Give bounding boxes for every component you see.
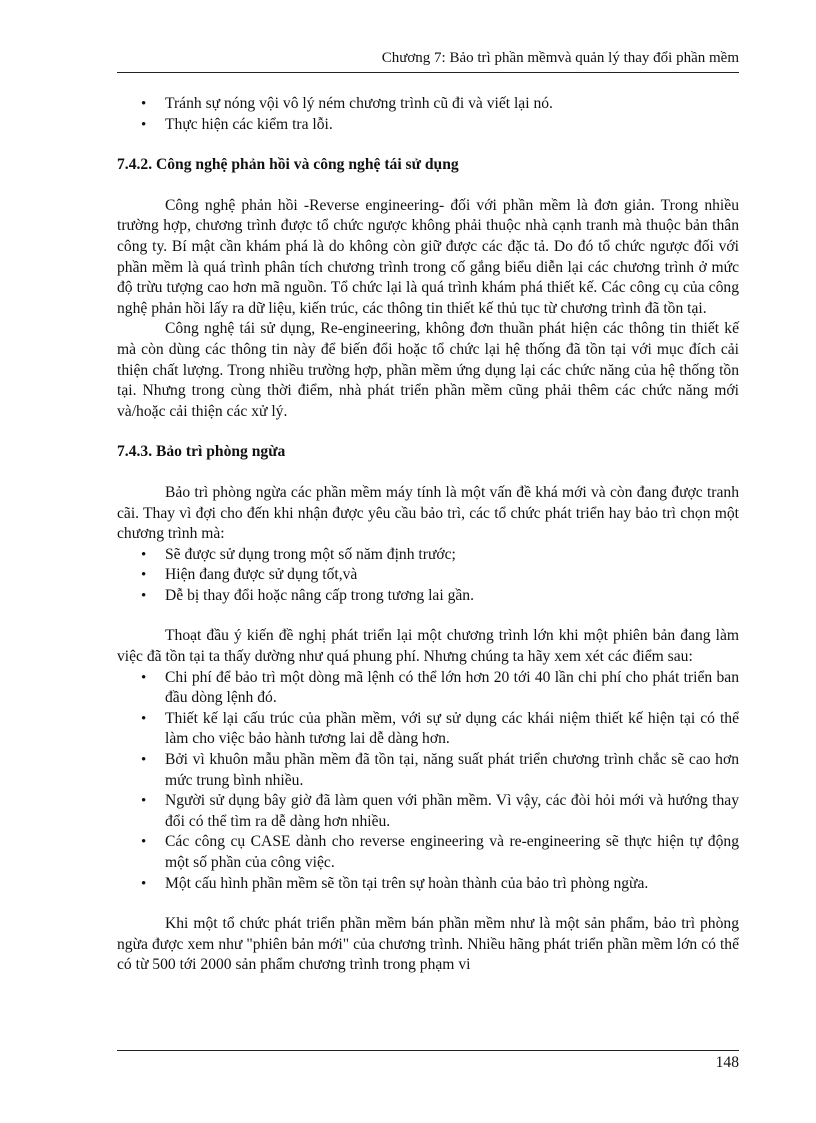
list-item: • Sẽ được sử dụng trong một số năm định trước; [165, 545, 739, 566]
header-divider [117, 72, 739, 73]
list-item: • Bởi vì khuôn mẫu phần mềm đã tồn tại, năng suất phát triển chương trình chắc sẽ cao hơn mức trung bình nhiều. [165, 750, 739, 791]
list-item: • Tránh sự nóng vội vô lý ném chương trình cũ đi và viết lại nó. [165, 94, 739, 115]
points-bullet-list [117, 668, 739, 895]
criteria-bullet-list [117, 545, 739, 607]
section-heading: 7.4.2. Công nghệ phản hồi và công nghệ tái sử dụng [117, 156, 459, 174]
page-number: 148 [715, 1054, 739, 1071]
list-item: • Thực hiện các kiểm tra lỗi. [165, 115, 739, 136]
section-7-4-2 [117, 155, 739, 422]
intro-bullet-list [117, 94, 739, 135]
paragraph: Khi một tổ chức phát triển phần mềm bán phần mềm như là một sản phẩm, bảo trì phòng ngừa được xem như "phiên bản mới" của chương trình. Nhiều hãng phát triển phần mềm lớn có thể có từ 500 tới 2000 sản phẩm chương trình trong phạm vi [117, 915, 739, 974]
page-body [117, 94, 739, 976]
list-item: • Chi phí để bảo trì một dòng mã lệnh có thể lớn hơn 20 tới 40 lần chi phí cho phát triển ban đầu dòng lệnh đó. [165, 668, 739, 709]
section-7-4-3 [117, 442, 739, 976]
list-item: • Các công cụ CASE dành cho reverse engineering và re-engineering sẽ thực hiện tự động một số phần của công việc. [165, 832, 739, 873]
list-item: • Dễ bị thay đổi hoặc nâng cấp trong tương lai gần. [165, 586, 739, 607]
list-item: • Hiện đang được sử dụng tốt,và [165, 565, 739, 586]
section-heading: 7.4.3. Bảo trì phòng ngừa [117, 443, 286, 461]
list-item: • Người sử dụng bây giờ đã làm quen với phần mềm. Vì vậy, các đòi hỏi mới và hướng thay đổi có thể tìm ra dễ dàng hơn nhiều. [165, 791, 739, 832]
running-header: Chương 7: Bảo trì phần mềmvà quản lý thay đổi phần mềm [381, 50, 739, 66]
list-item: • Thiết kế lại cấu trúc của phần mềm, với sự sử dụng các khái niệm thiết kế hiện tại có thể làm cho việc bảo hành tương lai dễ dàng hơn. [165, 709, 739, 750]
paragraph: Thoạt đầu ý kiến đề nghị phát triển lại một chương trình lớn khi một phiên bản đang làm việc đã tồn tại ta thấy dường như quá phung phí. Nhưng chúng ta hãy xem xét các điểm sau: [117, 627, 739, 666]
footer-divider [117, 1050, 739, 1051]
list-item: • Một cấu hình phần mềm sẽ tồn tại trên sự hoàn thành của bảo trì phòng ngừa. [165, 874, 739, 895]
paragraph: Công nghệ phản hồi -Reverse engineering- đối với phần mềm là đơn giản. Trong nhiều trường hợp, chương trình được tổ chức ngược không phải thuộc nhà cạnh tranh mà thuộc bản thân công ty. Bí mật cần khám phá là do không còn giữ được các đặc tả. Do đó tổ chức ngược đối với phần mềm là quá trình phân tích chương trình trong cố gắng biểu diễn lại các chương trình ở mức độ trừu tượng cao hơn mã nguồn. Tổ chức lại là quá trình khám phá thiết kế. Các công cụ của công nghệ phản hồi lấy ra dữ liệu, kiến trúc, các thông tin thiết kế thủ tục từ chương trình đã tồn tại. [117, 196, 739, 317]
paragraph: Công nghệ tái sử dụng, Re-engineering, không đơn thuần phát hiện các thông tin thiết kế mà còn dùng các thông tin này để biến đổi hoặc tổ chức lại hệ thống đã tồn tại với mục đích cải thiện chất lượng. Trong nhiều trường hợp, phần mềm ứng dụng lại các chức năng của hệ thống tồn tại. Nhưng trong cùng thời điểm, nhà phát triển phần mềm cũng phải thêm các chức năng mới và/hoặc cải thiện các xử lý. [117, 320, 739, 420]
paragraph: Bảo trì phòng ngừa các phần mềm máy tính là một vấn đề khá mới và còn đang được tranh cãi. Thay vì đợi cho đến khi nhận được yêu cầu bảo trì, các tổ chức phát triển hay bảo trì chọn một chương trình mà: [117, 483, 739, 543]
